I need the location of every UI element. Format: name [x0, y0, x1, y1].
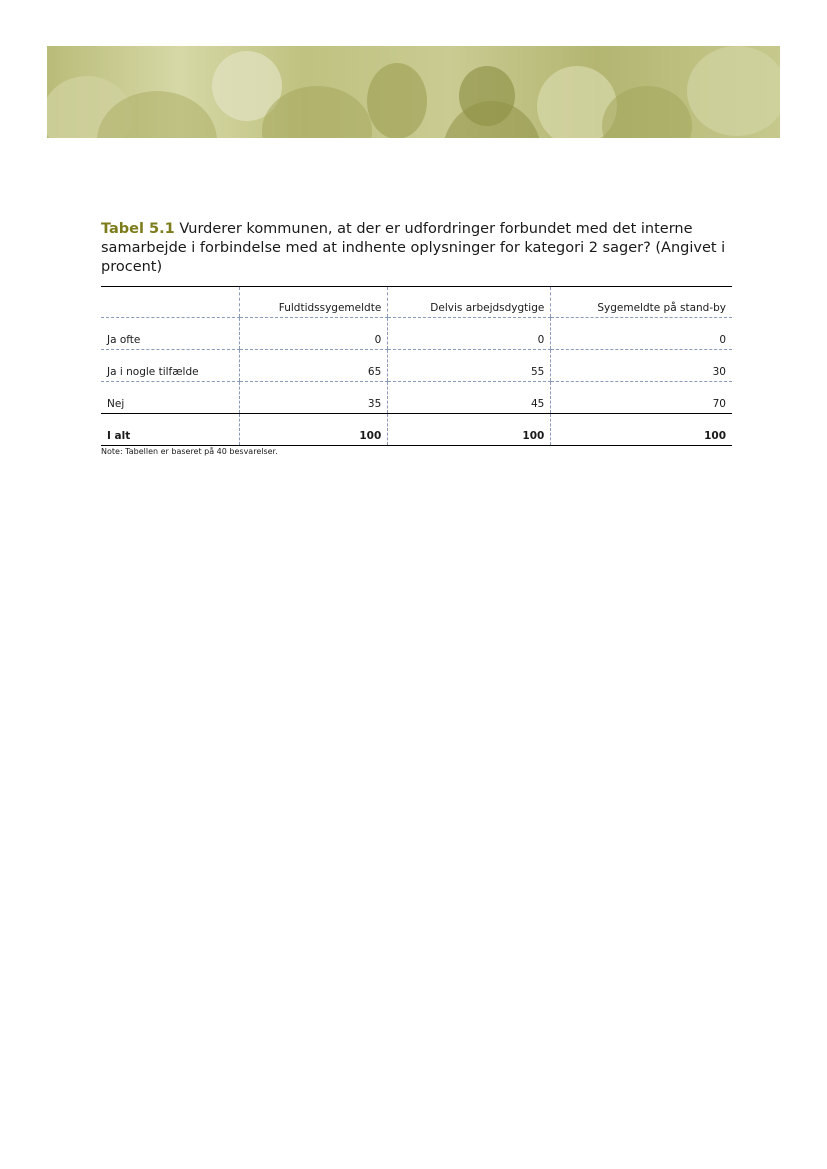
column-header: Fuldtidssygemeldte: [240, 287, 388, 318]
row-label: Nej: [101, 382, 240, 414]
column-header: Sygemeldte på stand-by: [551, 287, 732, 318]
table-header-row: [101, 287, 732, 318]
column-header-stub: [101, 287, 240, 318]
table-note: Note: Tabellen er baseret på 40 besvarelser.: [101, 447, 278, 456]
table-total-row: [101, 414, 732, 446]
table-label: Tabel 5.1: [101, 221, 175, 237]
table-cell: 35: [240, 382, 388, 414]
table-cell: 0: [551, 318, 732, 350]
table-cell: 0: [388, 318, 551, 350]
total-cell: 100: [388, 414, 551, 446]
table-row: [101, 318, 732, 350]
table-cell: 45: [388, 382, 551, 414]
total-cell: 100: [551, 414, 732, 446]
table-cell: 30: [551, 350, 732, 382]
table-cell: 65: [240, 350, 388, 382]
row-label: Ja ofte: [101, 318, 240, 350]
column-header: Delvis arbejdsdygtige: [388, 287, 551, 318]
table-cell: 70: [551, 382, 732, 414]
table-row: [101, 382, 732, 414]
row-label: Ja i nogle tilfælde: [101, 350, 240, 382]
data-table: [101, 286, 732, 446]
table-cell: 55: [388, 350, 551, 382]
table-cell: 0: [240, 318, 388, 350]
table-caption: Vurderer kommunen, at der er udfordringer forbundet med det interne samarbejde i forbindelse med at indhente oplysninger for kategori 2 sager? (Angivet i procent): [101, 221, 726, 275]
crowd-photo-banner: [47, 46, 780, 138]
header-banner-image: [47, 46, 780, 138]
total-cell: 100: [240, 414, 388, 446]
total-label: I alt: [101, 414, 240, 446]
table-row: [101, 350, 732, 382]
table-title: [101, 220, 741, 277]
